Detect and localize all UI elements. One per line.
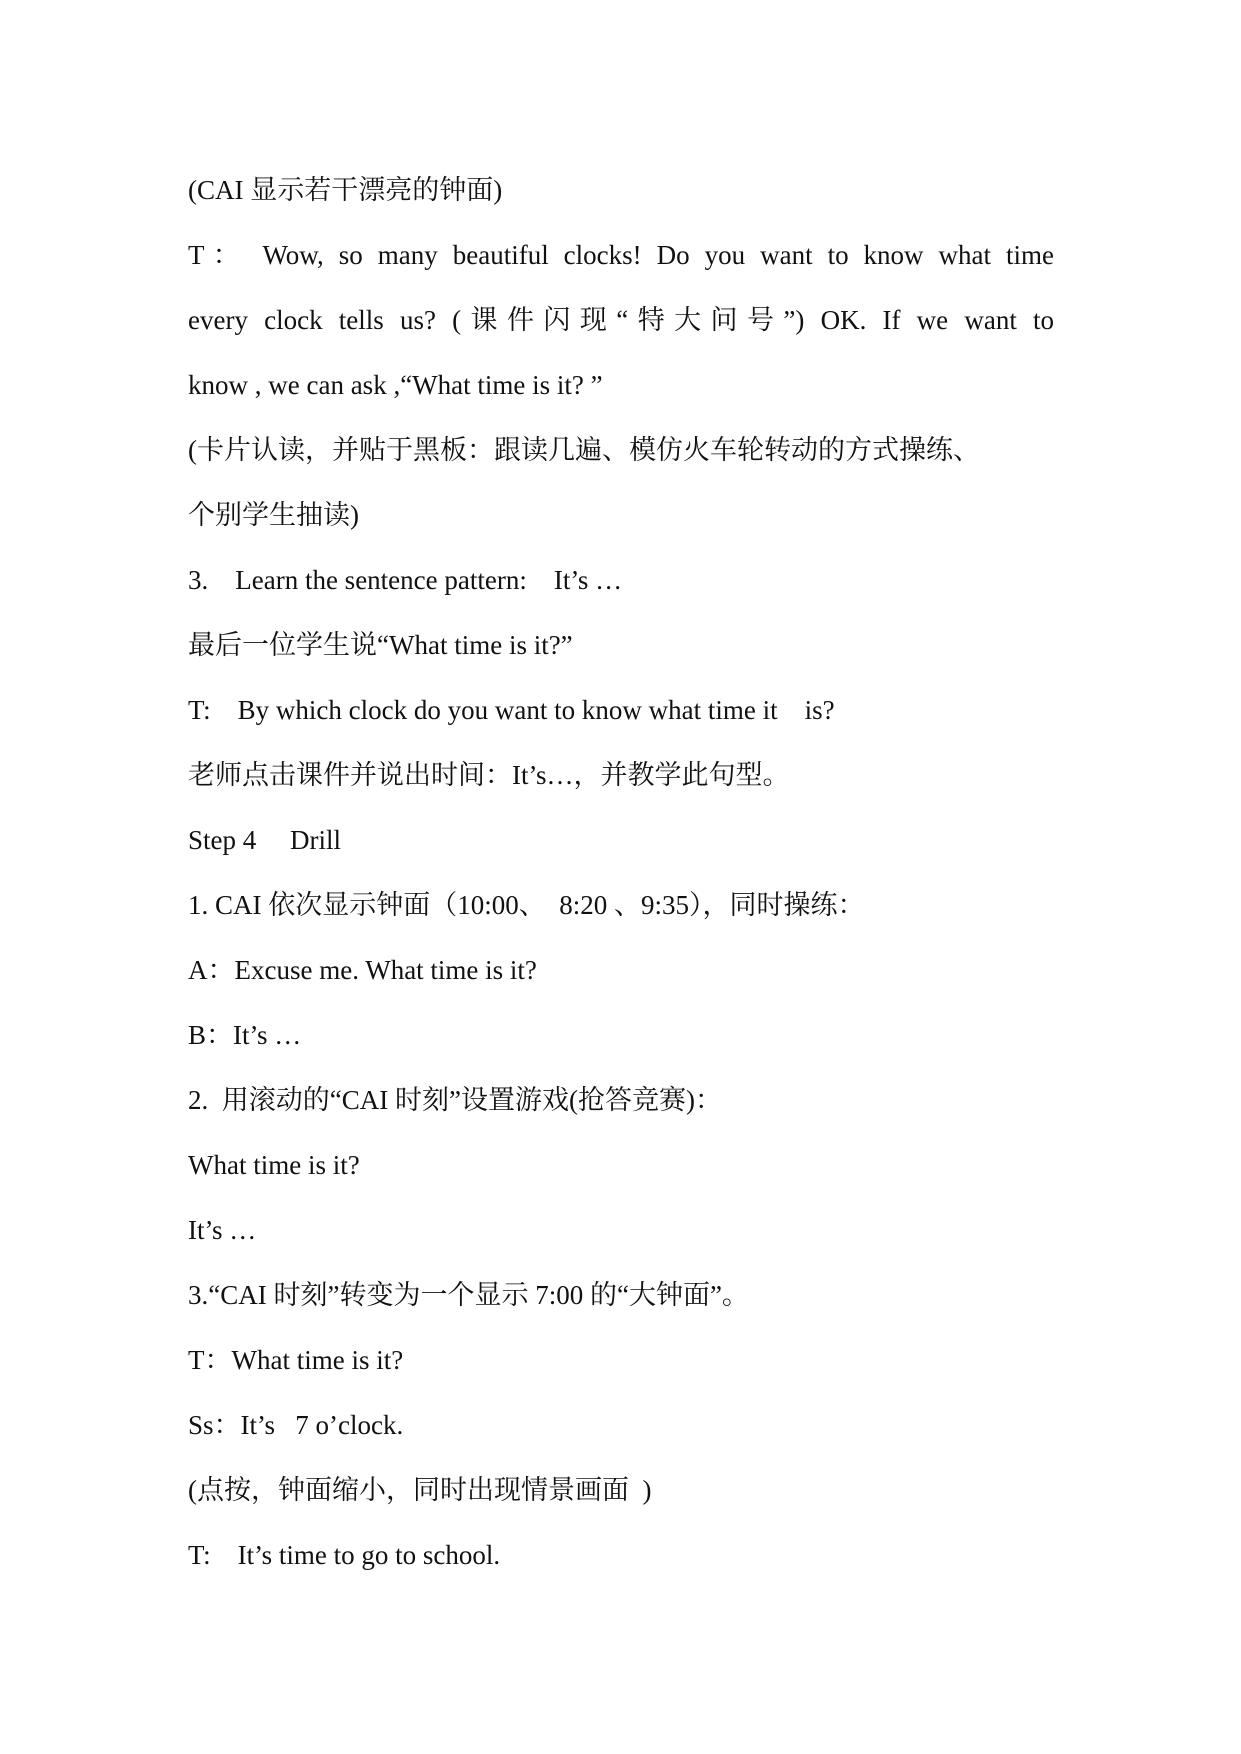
text-line: know , we can ask ,“What time is it? ”: [188, 370, 603, 400]
text-line: Step 4 Drill: [188, 825, 341, 855]
text-line: every clock tells us? (课件闪现“特大问号”) OK. If we want to: [188, 305, 1054, 335]
text-line: 1. CAI 依次显示钟面（10:00、 8:20 、9:35），同时操练：: [188, 890, 865, 920]
text-line: (CAI 显示若干漂亮的钟面): [188, 175, 503, 205]
text-line: 最后一位学生说“What time is it?”: [188, 630, 573, 660]
text-line: T: By which clock do you want to know what time it is?: [188, 695, 835, 725]
text-line: 老师点击课件并说出时间：It’s…，并教学此句型。: [188, 760, 790, 790]
text-line: 2. 用滚动的“CAI 时刻”设置游戏(抢答竞赛)：: [188, 1085, 722, 1115]
text-line: 个别学生抽读): [188, 500, 359, 530]
document-body: [188, 158, 1054, 1588]
text-line: A：Excuse me. What time is it?: [188, 955, 537, 985]
text-line: 3.“CAI 时刻”转变为一个显示 7:00 的“大钟面”。: [188, 1280, 749, 1310]
text-line: T：What time is it?: [188, 1345, 404, 1375]
text-line: It’s …: [188, 1215, 257, 1245]
text-line: (点按，钟面缩小，同时出现情景画面 ): [188, 1475, 652, 1505]
text-line: (卡片认读，并贴于黑板：跟读几遍、模仿火车轮转动的方式操练、: [188, 435, 980, 465]
text-line: 3. Learn the sentence pattern: It’s …: [188, 565, 623, 595]
text-line: T: It’s time to go to school.: [188, 1540, 501, 1570]
text-line: Ss：It’s 7 o’clock.: [188, 1410, 404, 1440]
text-line: B：It’s …: [188, 1020, 302, 1050]
text-line: What time is it?: [188, 1150, 360, 1180]
text-line: T： Wow, so many beautiful clocks! Do you want to know what time: [188, 240, 1054, 270]
